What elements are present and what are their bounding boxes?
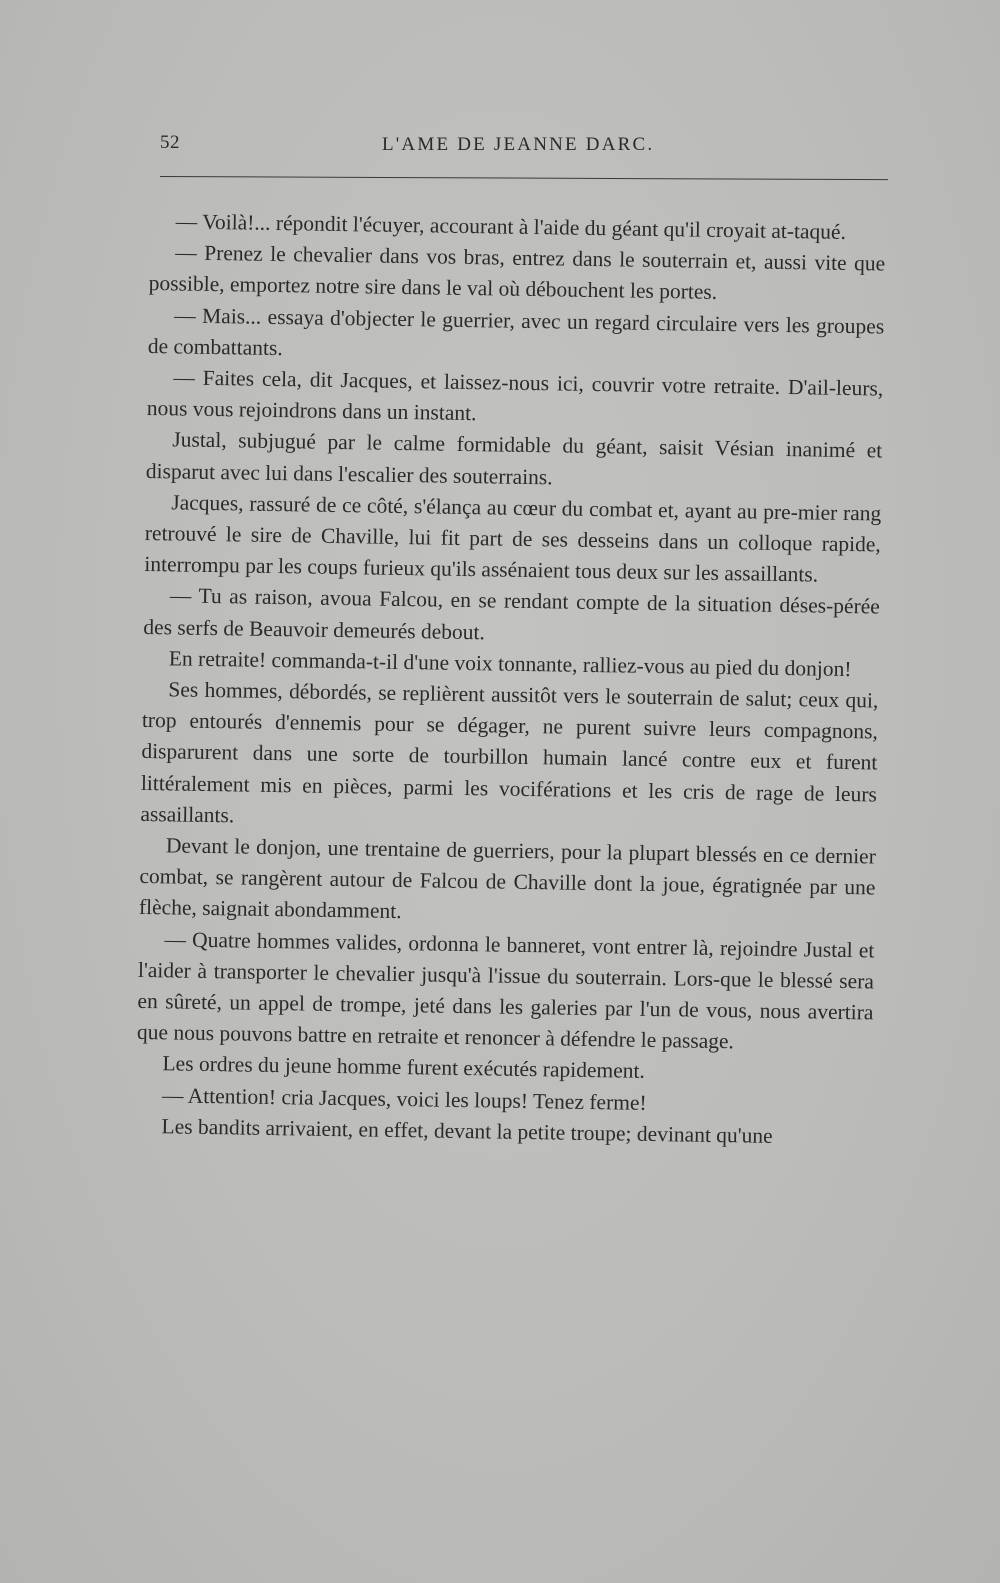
paragraph: — Voilà!... répondit l'écuyer, accourant à l'aide du géant qu'il croyait at-taqué. (175, 209, 847, 244)
paragraph: Devant le donjon, une trentaine de guerriers, pour la plupart blessés en ce dernier combat, se rangèrent autour de Falcou de Chaville dont la joue, égratignée par une flèche, saignait abondamment. (138, 833, 877, 924)
header-rule (160, 176, 888, 180)
paragraph: En retraite! commanda-t-il d'une voix tonnante, ralliez-vous au pied du donjon! (168, 646, 852, 681)
paragraph: — Tu as raison, avoua Falcou, en se rendant compte de la situation déses-pérée des serfs de Beauvoir demeurés debout. (143, 583, 880, 644)
paragraph: — Mais... essaya d'objecter le guerrier, avec un regard circulaire vers les groupes de combattants. (147, 303, 885, 360)
paragraph: Les ordres du jeune homme furent exécutés rapidement. (162, 1051, 646, 1084)
paragraph: Les bandits arrivaient, en effet, devant la petite troupe; devinant qu'une (161, 1114, 773, 1148)
paragraph: Jacques, rassuré de ce côté, s'élança au cœur du combat et, ayant au pre-mier rang retrouvé le sire de Chaville, lui fit part de ses desseins dans un colloque rapide, interrompu par les coups furieux qu'ils assénaient tous deux sur les assaillants. (144, 490, 882, 587)
running-head (160, 132, 885, 164)
paragraph: Ses hommes, débordés, se replièrent aussitôt vers le souterrain de salut; ceux qui, trop entourés d'ennemis pour se dégager, ne purent suivre leurs compagnons, disparurent dans une sorte de tourbillon humain lancé contre eux et furent littéralement mis en pièces, parmi les vociférations et les cris de rage de leurs assaillants. (140, 677, 879, 828)
paragraph: — Quatre hommes valides, ordonna le banneret, vont entrer là, rejoindre Justal et l'aider à transporter le chevalier jusqu'à l'issue du souterrain. Lors-que le blessé sera en sûreté, un appel de trompe, jeté dans les galeries par l'un de vous, nous avertira que nous pouvons battre en retraite et renoncer à défendre le passage. (136, 926, 875, 1054)
paragraph: — Faites cela, dit Jacques, et laissez-nous ici, couvrir votre retraite. D'ail-leurs, nous vous rejoindrons dans un instant. (146, 365, 884, 426)
paragraph: — Attention! cria Jacques, voici les loups! Tenez ferme! (161, 1082, 647, 1115)
page-number: 52 (160, 132, 180, 153)
running-title: L'AME DE JEANNE DARC. (382, 134, 655, 155)
paragraph: — Prenez le chevalier dans vos bras, entrez dans le souterrain et, aussi vite que possible, emportez notre sire dans le val où débouchent les portes. (148, 240, 886, 305)
body-text (135, 206, 886, 1154)
paragraph: Justal, subjugué par le calme formidable du géant, saisit Vésian inanimé et disparut avec lui dans l'escalier des souterrains. (145, 427, 883, 489)
